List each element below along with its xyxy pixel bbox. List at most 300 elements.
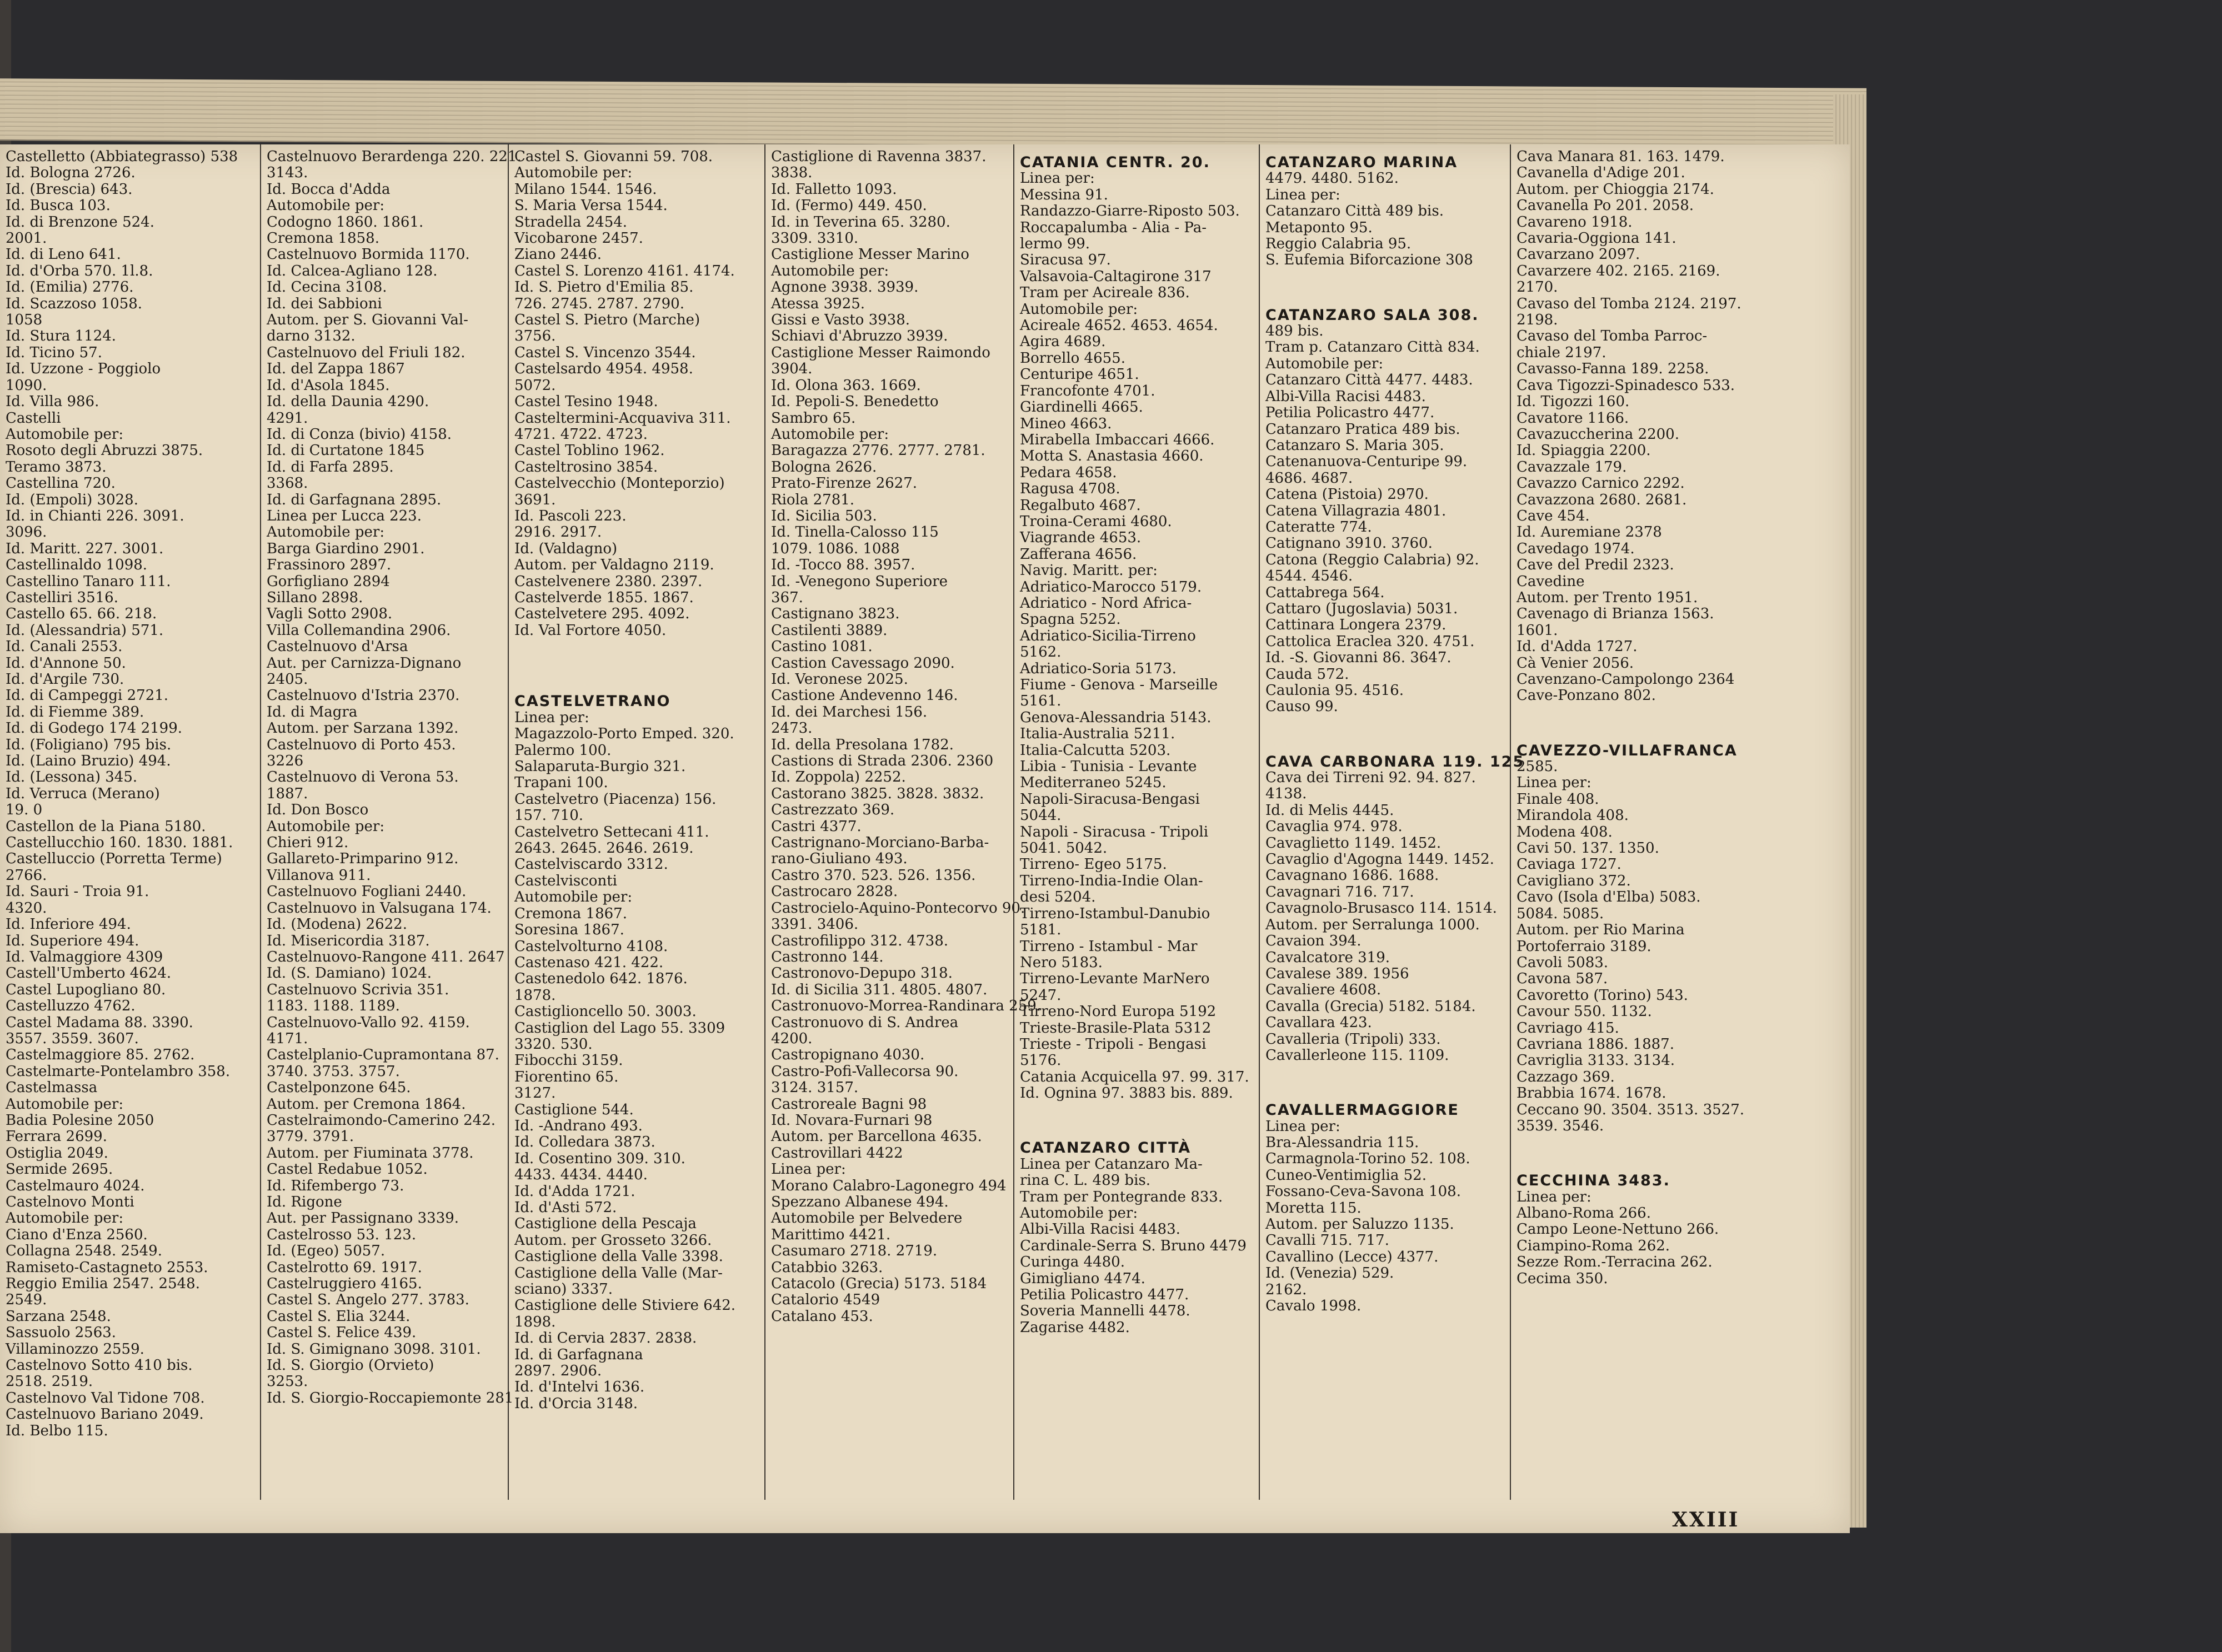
index-entry: S. Maria Versa 1544. (514, 197, 668, 214)
index-entry: Pedara 4658. (1020, 464, 1117, 481)
index-entry: Castrocielo-Aquino-Pontecorvo 90. (771, 899, 1025, 917)
index-entry: Id. Colledara 3873. (514, 1134, 655, 1151)
index-entry: Linea per: (771, 1161, 846, 1178)
index-entry: Spagna 5252. (1020, 611, 1121, 628)
index-entry: Albi-Villa Racisi 4483. (1265, 388, 1426, 405)
index-entry: Fiume - Genova - Marseille (1020, 677, 1218, 693)
index-entry: Id. Verruca (Merano) (6, 785, 160, 802)
index-entry: Mirabella Imbaccari 4666. (1020, 431, 1215, 448)
index-entry: 3096. (6, 524, 47, 541)
index-entry: Castilenti 3889. (771, 622, 888, 639)
index-entry: Id. dei Marchesi 156. (771, 703, 928, 720)
index-entry: 2198. (1517, 312, 1558, 329)
index-entry: Cà Venier 2056. (1517, 654, 1634, 672)
index-entry: Castro 370. 523. 526. 1356. (771, 867, 976, 884)
index-entry (1517, 1151, 1783, 1167)
index-entry: Id. Sauri - Troia 91. (6, 883, 149, 900)
index-entry: 489 bis. (1265, 323, 1324, 340)
index-entry: Mediterraneo 5245. (1020, 774, 1167, 792)
index-entry: Autom. per S. Giovanni Val- (267, 312, 468, 329)
index-entry: Id. S. Giorgio (Orvieto) (267, 1357, 434, 1374)
index-entry: Tirreno-Istambul-Danubio (1020, 905, 1210, 922)
index-entry: Cateratte 774. (1265, 518, 1372, 535)
index-entry: Id. -Tocco 88. 3957. (771, 557, 915, 574)
index-entry: Magazzolo-Porto Emped. 320. (514, 725, 734, 743)
index-entry: Villaminozzo 2559. (6, 1340, 144, 1358)
index-entry: 2549. (6, 1291, 47, 1309)
index-entry: Riola 2781. (771, 491, 855, 508)
index-entry: Stradella 2454. (514, 213, 628, 231)
index-entry: Collagna 2548. 2549. (6, 1243, 162, 1260)
index-entry: Castelnuovo Bormida 1170. (267, 246, 470, 263)
index-entry: Castel Lupogliano 80. (6, 981, 166, 998)
index-entry: Viagrande 4653. (1020, 529, 1142, 547)
index-entry: Id. Pascoli 223. (514, 507, 627, 524)
index-entry: Linea per: (1020, 170, 1095, 187)
index-entry: Cavona 587. (1517, 970, 1608, 988)
index-entry: Agnone 3938. 3939. (771, 279, 919, 296)
index-entry: Baragazza 2776. 2777. 2781. (771, 442, 985, 459)
index-entry: Id. Ognina 97. 3883 bis. 889. (1020, 1085, 1233, 1102)
index-entry: Id. -Andrano 493. (514, 1117, 643, 1134)
index-entry: Catena (Pistoia) 2970. (1265, 486, 1429, 503)
index-entry: Id. di Garfagnana (514, 1346, 643, 1363)
index-entry: Castelluccio (Porretta Terme) (6, 850, 222, 868)
index-entry: Id. (Fermo) 449. 450. (771, 197, 927, 214)
index-entry: Autom. per Cremona 1864. (267, 1095, 466, 1113)
index-entry: Borrello 4655. (1020, 349, 1125, 367)
index-entry: Id. Uzzone - Poggiolo (6, 361, 161, 378)
index-entry: Caviaga 1727. (1517, 856, 1622, 873)
index-entry: Napoli - Siracusa - Tripoli (1020, 823, 1209, 840)
section-heading: CASTELVETRANO (514, 693, 671, 710)
index-entry: Sermide 2695. (6, 1161, 113, 1178)
index-entry: Id. Misericordia 3187. (267, 932, 430, 949)
index-entry: Ciano d'Enza 2560. (6, 1226, 148, 1243)
index-entry: Libia - Tunisia - Levante (1020, 758, 1197, 775)
index-entry: Castelrosso 53. 123. (267, 1226, 417, 1243)
index-entry: Id. Olona 363. 1669. (771, 377, 921, 394)
index-entry (1265, 285, 1504, 301)
index-entry: 2766. (6, 867, 47, 884)
index-entry (1265, 732, 1504, 748)
index-entry: 2405. (267, 671, 308, 688)
index-entry: Id. d'Asti 572. (514, 1199, 617, 1216)
index-entry: Id. di Farfa 2895. (267, 458, 394, 475)
index-entry: Catalano 453. (771, 1308, 873, 1325)
index-entry: Castelplanio-Cupramontana 87. (267, 1047, 499, 1064)
index-entry: Cavalo 1998. (1265, 1298, 1362, 1315)
index-entry: Soresina 1867. (514, 922, 624, 939)
index-entry: Trieste-Brasile-Plata 5312 (1020, 1019, 1212, 1037)
index-entry: Castronuovo di S. Andrea (771, 1014, 959, 1031)
index-entry: Trapani 100. (514, 774, 608, 792)
index-entry: 4479. 4480. 5162. (1265, 170, 1399, 187)
index-entry: 4686. 4687. (1265, 469, 1353, 487)
index-entry: Automobile per: (1020, 301, 1138, 318)
index-entry: Fibocchi 3159. (514, 1052, 623, 1069)
index-entry: Id. (Empoli) 3028. (6, 491, 138, 508)
index-entry: 5161. (1020, 693, 1062, 710)
index-entry: Linea per: (1265, 186, 1340, 203)
index-entry: Id. Bocca d'Adda (267, 181, 391, 198)
index-entry: Id. (Foligiano) 795 bis. (6, 736, 172, 753)
index-entry: Albano-Roma 266. (1517, 1205, 1651, 1222)
index-entry: Cavedine (1517, 573, 1585, 590)
index-entry: Cavaglio d'Agogna 1449. 1452. (1265, 851, 1494, 868)
index-entry: Ciampino-Roma 262. (1517, 1237, 1670, 1254)
index-entry: Id. Tigozzi 160. (1517, 393, 1630, 411)
index-entry: Chieri 912. (267, 834, 349, 852)
index-entry: Petilia Policastro 4477. (1020, 1286, 1189, 1304)
index-entry: Cave del Predil 2323. (1517, 557, 1674, 574)
index-entry: Sillano 2898. (267, 589, 363, 606)
index-entry (1517, 1134, 1783, 1150)
index-entry: Linea per: (1265, 1118, 1340, 1135)
index-entry: Castelvenere 2380. 2397. (514, 573, 703, 590)
index-entry: Castiglione 544. (514, 1101, 634, 1118)
index-entry: 3838. (771, 164, 813, 182)
index-entry: Cavasso-Fanna 189. 2258. (1517, 361, 1709, 378)
index-entry: Id. Stura 1124. (6, 328, 117, 345)
index-entry: 1079. 1086. 1088 (771, 540, 900, 557)
index-entry: Gorfigliano 2894 (267, 573, 390, 590)
index-entry: 3143. (267, 164, 308, 182)
index-entry: Castel S. Pietro (Marche) (514, 312, 700, 329)
index-entry: Cavaion 394. (1265, 933, 1362, 950)
index-entry: sciano) 3337. (514, 1281, 613, 1298)
index-entry: Id. Scazzoso 1058. (6, 295, 143, 312)
index-entry: 3127. (514, 1085, 556, 1102)
index-entry: Cavaglietto 1149. 1452. (1265, 834, 1442, 852)
index-entry: Castelnuovo di Verona 53. (267, 769, 459, 786)
index-entry: 4544. 4546. (1265, 568, 1353, 585)
index-entry: Castellina 720. (6, 475, 116, 492)
index-entry: 367. (771, 589, 803, 606)
index-entry: Gimigliano 4474. (1020, 1270, 1145, 1287)
index-entry: Palermo 100. (514, 742, 612, 759)
index-entry: Soveria Mannelli 4478. (1020, 1303, 1190, 1320)
index-entry: Aut. per Carnizza-Dignano (267, 654, 462, 672)
index-entry: Castell'Umberto 4624. (6, 965, 172, 982)
index-entry: Castelnuovo Bariano 2049. (6, 1406, 204, 1423)
index-entry: 5247. (1020, 987, 1062, 1004)
index-entry: Id. (Alessandria) 571. (6, 622, 164, 639)
index-entry: Id. d'Orba 570. 1l.8. (6, 262, 153, 279)
index-entry: Automobile per: (771, 425, 889, 443)
index-entry: Id. Don Bosco (267, 802, 369, 819)
index-entry: Id. d'Adda 1727. (1517, 638, 1638, 655)
index-entry: Id. -Venegono Superiore (771, 573, 948, 590)
index-entry: 2643. 2645. 2646. 2619. (514, 840, 694, 857)
index-entry: Cave-Ponzano 802. (1517, 687, 1656, 704)
section-heading: CAVA CARBONARA 119. 125 (1265, 753, 1525, 770)
index-entry: Castellon de la Piana 5180. (6, 818, 206, 835)
index-entry: Castelruggiero 4165. (267, 1275, 422, 1293)
index-entry: Castelvetro Settecani 411. (514, 823, 709, 840)
index-entry: Castelponzone 645. (267, 1079, 411, 1097)
index-entry: Id. (Brescia) 643. (6, 181, 133, 198)
index-entry: Id. Busca 103. (6, 197, 111, 214)
index-entry: Catalorio 4549 (771, 1291, 880, 1309)
index-entry: Carmagnola-Torino 52. 108. (1265, 1150, 1470, 1168)
index-entry: 4138. (1265, 785, 1307, 803)
index-entry: Automobile per: (771, 262, 889, 279)
index-entry: Cauda 572. (1265, 665, 1349, 683)
index-entry: Aut. per Passignano 3339. (267, 1210, 459, 1227)
index-entry: Castiglioncello 50. 3003. (514, 1003, 697, 1020)
index-entry: Automobile per: (1265, 355, 1384, 372)
index-entry: Catanzaro S. Maria 305. (1265, 437, 1444, 454)
index-entry: Tirreno-Nord Europa 5192 (1020, 1003, 1217, 1020)
index-entry: 4171. (267, 1030, 308, 1047)
index-entry: Castiglione di Ravenna 3837. (771, 148, 987, 165)
index-entry: Catanzaro Città 489 bis. (1265, 203, 1444, 220)
index-entry: Marittimo 4421. (771, 1226, 891, 1243)
index-entry: Cava dei Tirreni 92. 94. 827. (1265, 769, 1476, 787)
index-entry: Id. (Venezia) 529. (1265, 1265, 1394, 1282)
index-entry: Id. (Laino Bruzio) 494. (6, 753, 171, 770)
index-entry: 5041. 5042. (1020, 840, 1108, 857)
index-entry: Tram per Pontegrande 833. (1020, 1188, 1223, 1205)
index-entry: rano-Giuliano 493. (771, 850, 908, 868)
index-entry: Cavalli 715. 717. (1265, 1232, 1389, 1249)
index-entry: Mirandola 408. (1517, 807, 1629, 824)
index-entry: Castel S. Lorenzo 4161. 4174. (514, 262, 735, 279)
index-entry: Cavaglia 974. 978. (1265, 818, 1403, 835)
index-entry: Castropignano 4030. (771, 1047, 925, 1064)
index-entry: Castronno 144. (771, 948, 884, 965)
index-entry: Ziano 2446. (514, 246, 602, 263)
index-entry: Id. Zoppola) 2252. (771, 769, 906, 786)
index-entry: Castelmarte-Pontelambro 358. (6, 1063, 231, 1080)
index-entry: Cavallara 423. (1265, 1014, 1372, 1032)
index-entry: Id. di Cervia 2837. 2838. (514, 1330, 697, 1347)
index-entry (1517, 704, 1783, 720)
index-entry: Cavalla (Grecia) 5182. 5184. (1265, 998, 1476, 1015)
index-entry: Castelnuovo di Porto 453. (267, 736, 456, 753)
index-entry: Cavarzano 2097. (1517, 246, 1640, 263)
index-entry: Ostiglia 2049. (6, 1144, 108, 1162)
index-entry (514, 672, 759, 688)
index-entry: Id. Falletto 1093. (771, 181, 897, 198)
index-column-3 (509, 144, 765, 1500)
index-entry: Italia-Calcutta 5203. (1020, 742, 1171, 759)
index-entry: Caulonia 95. 4516. (1265, 682, 1404, 699)
index-entry: Cavazuccherina 2200. (1517, 425, 1679, 443)
index-entry: Cremona 1858. (267, 230, 379, 247)
index-entry: Id. d'Adda 1721. (514, 1183, 635, 1200)
index-entry: Cavaliere 4608. (1265, 982, 1382, 999)
index-entry: Campo Leone-Nettuno 266. (1517, 1221, 1719, 1238)
index-entry: Id. (S. Damiano) 1024. (267, 965, 432, 982)
index-entry: Castel Redabue 1052. (267, 1161, 428, 1178)
index-entry: Castelliri 3516. (6, 589, 118, 606)
index-entry: Cavriana 1886. 1887. (1517, 1035, 1674, 1053)
index-entry: Castiglion del Lago 55. 3309 (514, 1019, 725, 1037)
index-entry: Castelvetere 295. 4092. (514, 605, 690, 623)
index-entry: Id. d'Asola 1845. (267, 377, 390, 394)
section-heading: CAVEZZO-VILLAFRANCA (1517, 742, 1738, 759)
index-entry: Castiglione della Pescaja (514, 1215, 697, 1233)
index-entry: Roccapalumba - Alia - Pa- (1020, 219, 1207, 236)
index-entry (1265, 269, 1504, 285)
index-entry: Cavazzale 179. (1517, 458, 1627, 475)
index-entry: Regalbuto 4687. (1020, 497, 1141, 514)
index-entry: Castiglione della Valle 3398. (514, 1248, 723, 1265)
index-entry: Id. S. Pietro d'Emilia 85. (514, 279, 694, 296)
index-entry: Motta S. Anastasia 4660. (1020, 448, 1204, 465)
index-entry: Id. della Daunia 4290. (267, 393, 429, 411)
index-entry: Linea per: (1517, 1188, 1592, 1205)
index-entry: Castelnuovo-Vallo 92. 4159. (267, 1014, 470, 1031)
index-entry: Cavagnano 1686. 1688. (1265, 867, 1439, 884)
index-entry: Schiavi d'Abruzzo 3939. (771, 328, 948, 345)
index-entry: 2170. (1517, 279, 1558, 296)
index-entry: Linea per Lucca 223. (267, 507, 422, 524)
index-entry: Catenanuova-Centuripe 99. (1265, 453, 1468, 470)
page-number: XXIII (1672, 1508, 1740, 1531)
index-entry: Castrezzato 369. (771, 802, 895, 819)
index-entry: Castelsardo 4954. 4958. (514, 361, 693, 378)
index-entry: 2162. (1265, 1281, 1307, 1298)
index-entry: Castelnuovo Berardenga 220. 221. (267, 148, 522, 165)
index-entry: Autom. per Barcellona 4635. (771, 1128, 982, 1145)
section-heading: CATANZARO SALA 308. (1265, 306, 1479, 324)
index-entry: Badia Polesine 2050 (6, 1112, 154, 1129)
index-entry: Castelviscardo 3312. (514, 856, 668, 873)
index-entry: Castel S. Felice 439. (267, 1324, 417, 1341)
index-entry (1265, 1080, 1504, 1097)
index-entry: Id. di Conza (bivio) 4158. (267, 425, 452, 443)
index-entry: Autom. per Chioggia 2174. (1517, 181, 1714, 198)
index-entry: Castignano 3823. (771, 605, 900, 623)
index-entry: Messina 91. (1020, 186, 1108, 203)
index-entry: Tram p. Catanzaro Città 834. (1265, 339, 1480, 356)
index-entry: Id. Ticino 57. (6, 344, 102, 361)
index-entry: Adriatico-Marocco 5179. (1020, 578, 1202, 595)
index-entry: 5162. (1020, 644, 1062, 661)
index-entry: Cava Tigozzi-Spinadesco 533. (1517, 377, 1735, 394)
index-entry: Genova-Alessandria 5143. (1020, 709, 1212, 726)
index-entry: 1183. 1188. 1189. (267, 998, 400, 1015)
index-entry: Finale 408. (1517, 790, 1599, 808)
index-entry: 1887. (267, 785, 308, 802)
index-entry: Cavoli 5083. (1517, 954, 1609, 971)
index-entry: 1058 (6, 312, 43, 329)
index-entry: Teramo 3873. (6, 458, 107, 475)
index-entry: Autom. per Trento 1951. (1517, 589, 1698, 606)
index-entry: Tirreno - Istambul - Mar (1020, 938, 1198, 955)
index-entry: Catania Acquicella 97. 99. 317. (1020, 1068, 1249, 1085)
index-entry: 5176. (1020, 1052, 1062, 1069)
index-entry: Adriatico - Nord Africa- (1020, 594, 1192, 612)
index-entry: Randazzo-Giarre-Riposto 503. (1020, 203, 1240, 220)
index-entry: Cavoretto (Torino) 543. (1517, 987, 1688, 1004)
index-entry: Bra-Alessandria 115. (1265, 1134, 1419, 1151)
index-entry: Tirreno- Egeo 5175. (1020, 856, 1167, 873)
index-entry: Cavazzo Carnico 2292. (1517, 475, 1685, 492)
index-entry: Cavriago 415. (1517, 1019, 1619, 1037)
index-entry: Catacolo (Grecia) 5173. 5184 (771, 1275, 987, 1293)
index-entry: Modena 408. (1517, 823, 1613, 840)
index-entry: Castel Toblino 1962. (514, 442, 665, 459)
index-entry: Ramiseto-Castagneto 2553. (6, 1259, 208, 1276)
index-entry: 3779. 3791. (267, 1128, 354, 1145)
index-entry: 3740. 3753. 3757. (267, 1063, 400, 1080)
index-entry: 726. 2745. 2787. 2790. (514, 295, 684, 312)
index-entry: Cuneo-Ventimiglia 52. (1265, 1167, 1427, 1184)
index-entry: 2897. 2906. (514, 1363, 602, 1380)
index-entry: Id. Belbo 115. (6, 1422, 108, 1439)
index-entry: 4200. (771, 1030, 813, 1047)
index-entry: Siracusa 97. (1020, 252, 1111, 269)
index-entry: 5044. (1020, 807, 1062, 824)
index-entry: 2518. 2519. (6, 1373, 93, 1390)
index-entry: Autom. per Valdagno 2119. (514, 557, 714, 574)
index-entry: Id. S. Gimignano 3098. 3101. (267, 1340, 481, 1358)
index-entry: Castelnovo Val Tidone 708. (6, 1389, 205, 1406)
index-entry: 2001. (6, 230, 47, 247)
index-entry: Cavenzano-Campolongo 2364 (1517, 671, 1735, 688)
index-entry: Id. di Fiemme 389. (6, 703, 144, 720)
index-entry: Castelletto (Abbiategrasso) 538 (6, 148, 238, 165)
index-entry: Id. Novara-Furnari 98 (771, 1112, 933, 1129)
index-entry: Castellinaldo 1098. (6, 557, 148, 574)
index-entry: Id. d'Annone 50. (6, 654, 126, 672)
index-entry: Castellino Tanaro 111. (6, 573, 171, 590)
index-entry: Castelvisconti (514, 872, 617, 889)
index-entry: Id. S. Giorgio-Roccapiemonte 281 (267, 1389, 514, 1406)
index-entry: Id. Cecina 3108. (267, 279, 387, 296)
index-entry: Id. (Lessona) 345. (6, 769, 138, 786)
section-heading: CAVALLERMAGGIORE (1265, 1102, 1459, 1119)
index-entry: Castro-Pofi-Vallecorsa 90. (771, 1063, 959, 1080)
index-entry: Id. di Campeggi 2721. (6, 687, 169, 704)
section-heading: CECCHINA 3483. (1517, 1172, 1670, 1190)
index-entry: Id. Cosentino 309. 310. (514, 1150, 685, 1167)
index-entry (1265, 715, 1504, 732)
index-entry: Castel S. Angelo 277. 3783. (267, 1291, 469, 1309)
index-entry: Cavatore 1166. (1517, 409, 1629, 427)
index-entry: 3539. 3546. (1517, 1117, 1604, 1134)
index-entry: Casumaro 2718. 2719. (771, 1243, 938, 1260)
book-page-edges (0, 78, 1866, 151)
index-entry: desi 5204. (1020, 889, 1096, 906)
index-entry: Reggio Calabria 95. (1265, 236, 1412, 253)
index-entry: Id. Val Fortore 4050. (514, 622, 667, 639)
index-entry: Giardinelli 4665. (1020, 399, 1143, 416)
index-entry: Autom. per Rio Marina (1517, 922, 1685, 939)
index-entry: Cavigliano 372. (1517, 872, 1631, 889)
index-entry: Prato-Firenze 2627. (771, 475, 918, 492)
index-entry: Petilia Policastro 4477. (1265, 404, 1435, 422)
index-entry: Id. -S. Giovanni 86. 3647. (1265, 649, 1452, 667)
index-entry: Fossano-Ceva-Savona 108. (1265, 1183, 1461, 1200)
index-entry: Id. di Godego 174 2199. (6, 720, 183, 737)
index-entry: Id. (Modena) 2622. (267, 916, 407, 933)
index-entry: Castelnuovo Fogliani 2440. (267, 883, 467, 900)
index-entry: Castion Cavessago 2090. (771, 654, 955, 672)
index-entry: Autom. per Saluzzo 1135. (1265, 1216, 1454, 1233)
index-entry: Castiglione Messer Raimondo (771, 344, 990, 361)
index-entry: darno 3132. (267, 328, 356, 345)
index-entry: Troina-Cerami 4680. (1020, 513, 1172, 530)
index-entry: Catignano 3910. 3760. (1265, 535, 1433, 552)
index-entry: Castelvecchio (Monteporzio) (514, 475, 725, 492)
index-entry: 1090. (6, 377, 47, 394)
index-entry: Ceccano 90. 3504. 3513. 3527. (1517, 1101, 1745, 1118)
